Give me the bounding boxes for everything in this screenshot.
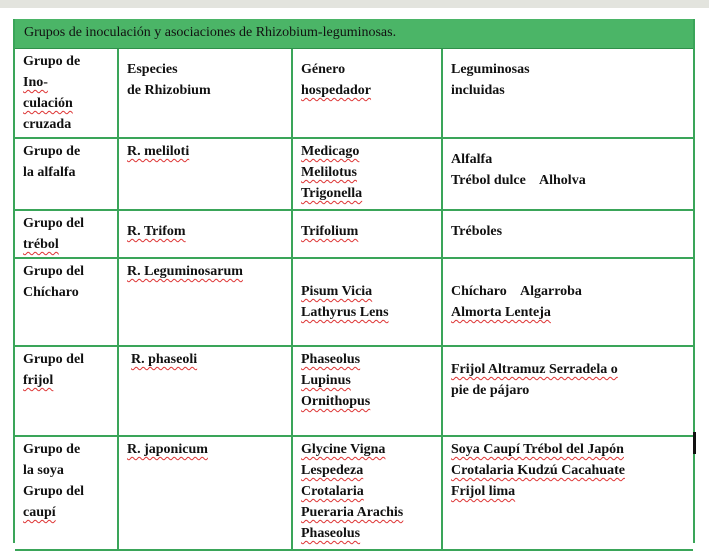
group-cell[interactable]: Grupo de la alfalfa	[15, 138, 118, 210]
table-row	[15, 346, 693, 436]
table-row	[15, 138, 693, 210]
group-cell[interactable]: Grupo del trébol	[15, 210, 118, 258]
table-row	[15, 258, 693, 346]
rhizobium-table	[15, 49, 693, 551]
group-cell[interactable]: Grupo de la soya Grupo del caupí	[15, 436, 118, 550]
document-page	[13, 19, 695, 543]
genus-cell[interactable]: Pisum Vicia Lathyrus Lens	[292, 258, 442, 346]
table-row	[15, 436, 693, 550]
window-top-strip	[0, 0, 709, 8]
header-cell-genus[interactable]: Género hospedador	[292, 49, 442, 138]
legumes-cell[interactable]: Frijol Altramuz Serradela o pie de pájaro	[442, 346, 693, 436]
genus-cell[interactable]: Glycine Vigna Lespedeza Crotalaria Pueraria Arachis Phaseolus	[292, 436, 442, 550]
species-cell[interactable]: R. japonicum	[118, 436, 292, 550]
species-cell[interactable]: R. phaseoli	[118, 346, 292, 436]
genus-cell[interactable]: Phaseolus Lupinus Ornithopus	[292, 346, 442, 436]
header-cell-group[interactable]: Grupo de Ino- culación cruzada	[15, 49, 118, 138]
species-cell[interactable]: R. Trifom	[118, 210, 292, 258]
genus-cell[interactable]: Medicago Melilotus Trigonella	[292, 138, 442, 210]
legumes-cell[interactable]: Chícharo Algarroba Almorta Lenteja	[442, 258, 693, 346]
table-title: Grupos de inoculación y asociaciones de Rhizobium-leguminosas.	[24, 25, 397, 40]
legumes-cell[interactable]: Soya Caupí Trébol del Japón Crotalaria Kudzú Cacahuate Frijol lima	[442, 436, 693, 550]
legumes-cell[interactable]: Alfalfa Trébol dulce Alholva	[442, 138, 693, 210]
header-cell-species[interactable]: Especies de Rhizobium	[118, 49, 292, 138]
table-row	[15, 210, 693, 258]
header-cell-legumes[interactable]: Leguminosas incluidas	[442, 49, 693, 138]
species-cell[interactable]: R. Leguminosarum	[118, 258, 292, 346]
table-caption-bar	[15, 19, 693, 49]
group-cell[interactable]: Grupo del Chícharo	[15, 258, 118, 346]
species-cell[interactable]: R. meliloti	[118, 138, 292, 210]
text-cursor	[693, 432, 696, 454]
legumes-cell[interactable]: Tréboles	[442, 210, 693, 258]
genus-cell[interactable]: Trifolium	[292, 210, 442, 258]
header-row	[15, 49, 693, 138]
group-cell[interactable]: Grupo del frijol	[15, 346, 118, 436]
